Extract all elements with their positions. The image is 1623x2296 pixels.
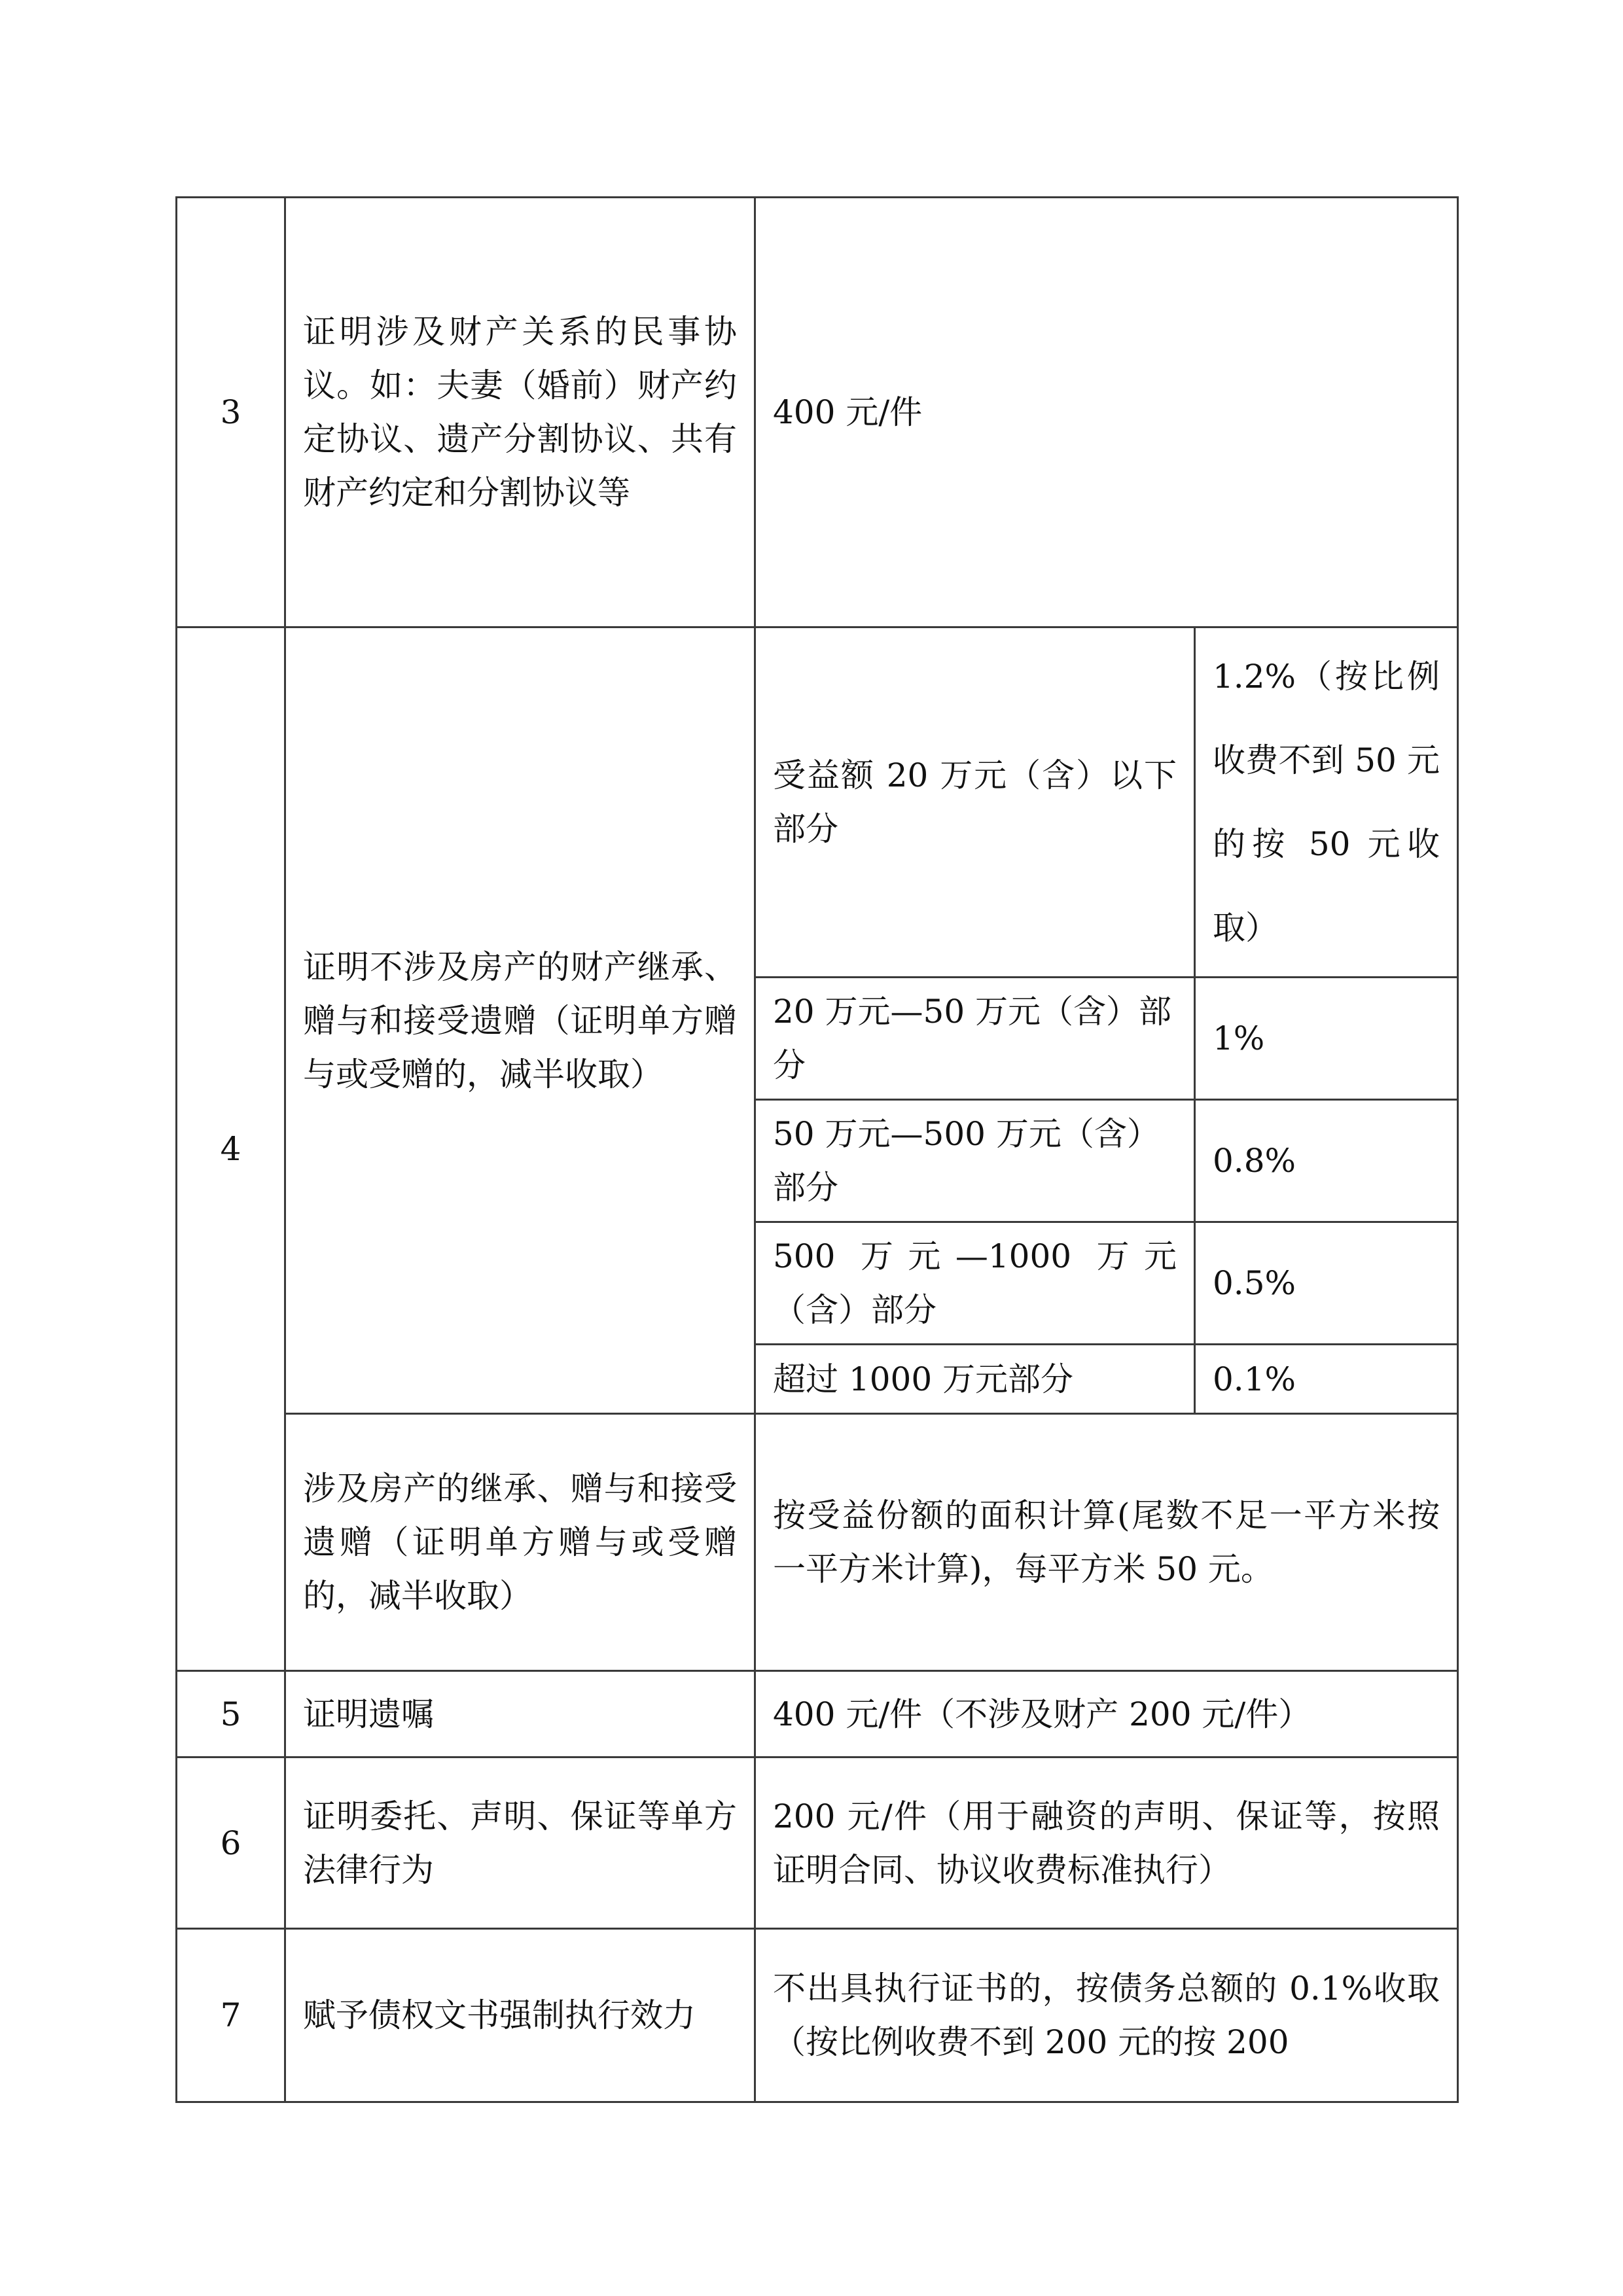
- item-description: 赋予债权文书强制执行效力: [285, 1929, 755, 2102]
- fee-cell: 400 元/件（不涉及财产 200 元/件）: [755, 1671, 1458, 1757]
- table-row: [177, 627, 1458, 978]
- notary-fee-table: [175, 196, 1459, 2103]
- tier-rate: 0.8%: [1195, 1100, 1458, 1222]
- tier-range: 受益额 20 万元（含）以下部分: [755, 627, 1195, 978]
- item-description: 证明涉及财产关系的民事协议。如：夫妻（婚前）财产约定协议、遗产分割协议、共有财产约定和分割协议等: [285, 198, 755, 627]
- table-row: [177, 1414, 1458, 1671]
- tier-range: 50 万元—500 万元（含）部分: [755, 1100, 1195, 1222]
- item-description: 证明不涉及房产的财产继承、赠与和接受遗赠（证明单方赠与或受赠的，减半收取）: [285, 627, 755, 1414]
- item-description: 涉及房产的继承、赠与和接受遗赠（证明单方赠与或受赠的，减半收取）: [285, 1414, 755, 1671]
- table-row: [177, 1671, 1458, 1757]
- table-row: [177, 1757, 1458, 1929]
- tier-range: 20 万元—50 万元（含）部分: [755, 978, 1195, 1100]
- fee-cell: 400 元/件: [755, 198, 1458, 627]
- tier-rate: 0.1%: [1195, 1345, 1458, 1414]
- fee-cell: 200 元/件（用于融资的声明、保证等，按照证明合同、协议收费标准执行）: [755, 1757, 1458, 1929]
- fee-cell: 不出具执行证书的，按债务总额的 0.1%收取（按比例收费不到 200 元的按 200: [755, 1929, 1458, 2102]
- row-number: 7: [177, 1929, 285, 2102]
- tier-range: 超过 1000 万元部分: [755, 1345, 1195, 1414]
- tier-rate: 1%: [1195, 978, 1458, 1100]
- item-description: 证明委托、声明、保证等单方法律行为: [285, 1757, 755, 1929]
- table-row: [177, 198, 1458, 627]
- tier-rate: 0.5%: [1195, 1222, 1458, 1345]
- row-number: 4: [177, 627, 285, 1671]
- item-description: 证明遗嘱: [285, 1671, 755, 1757]
- row-number: 5: [177, 1671, 285, 1757]
- row-number: 6: [177, 1757, 285, 1929]
- tier-rate: 1.2%（按比例收费不到 50 元的按 50 元收取）: [1195, 627, 1458, 978]
- fee-cell: 按受益份额的面积计算(尾数不足一平方米按一平方米计算)，每平方米 50 元。: [755, 1414, 1458, 1671]
- tier-range: 500 万元—1000 万元（含）部分: [755, 1222, 1195, 1345]
- row-number: 3: [177, 198, 285, 627]
- table-row: [177, 1929, 1458, 2102]
